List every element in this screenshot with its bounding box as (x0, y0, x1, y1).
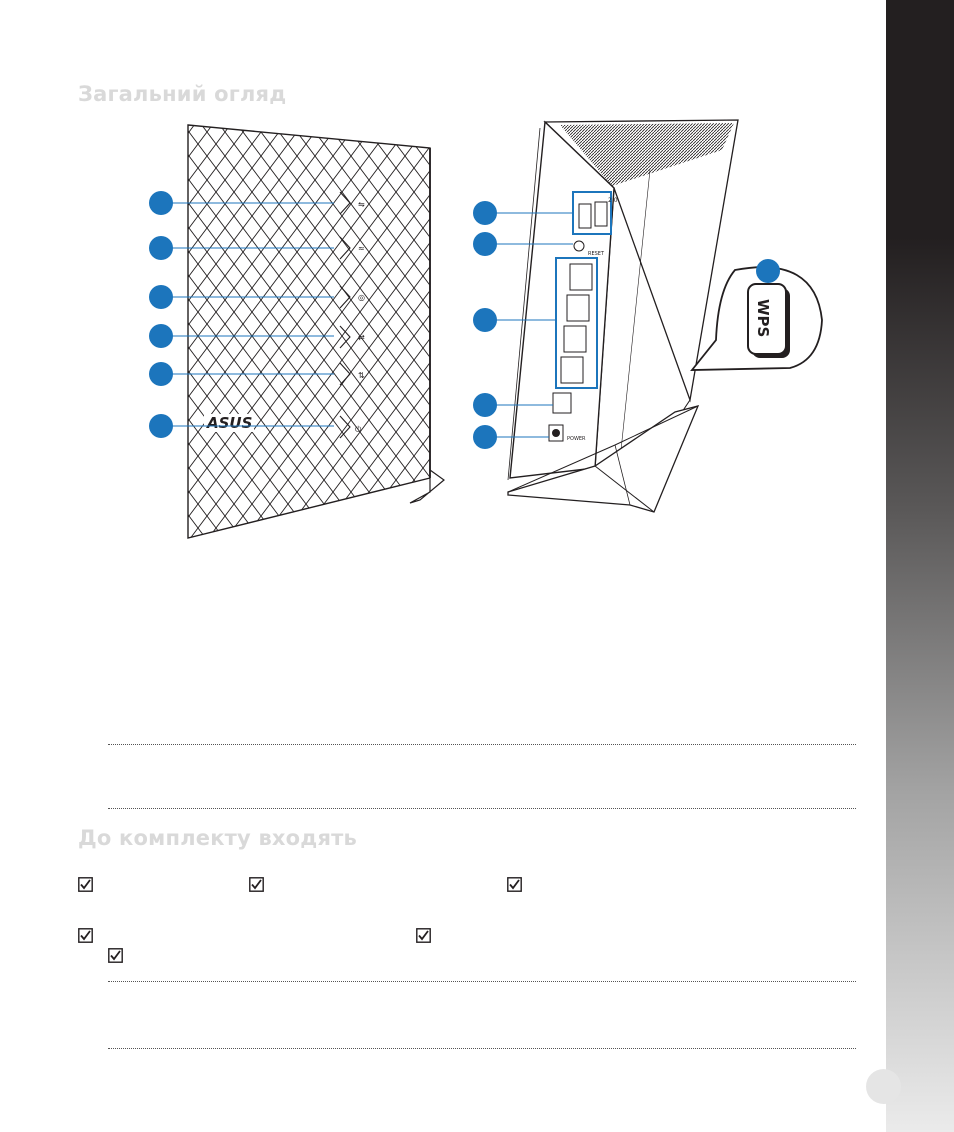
wps-button-zoom (692, 267, 822, 370)
asus-logo: ASUS (207, 414, 253, 432)
callout-marker (473, 201, 497, 225)
note-divider-top (108, 744, 856, 745)
checkbox-checked-icon (249, 877, 264, 892)
callout-marker (473, 232, 497, 256)
note2-divider-top (108, 981, 856, 982)
router-front-view (188, 125, 444, 538)
wan-led-icon: ◎ (358, 293, 365, 302)
router-back-view (508, 120, 738, 512)
page-number-circle (866, 1069, 901, 1104)
power-led-icon: ⏻ (355, 425, 362, 434)
checkbox-checked-icon (108, 948, 123, 963)
callout-marker (149, 236, 173, 260)
lan-led-icon: ⇄ (358, 333, 365, 342)
wifi-24g-led-icon: ⇅ (358, 371, 365, 380)
note2-divider-bottom (108, 1048, 856, 1049)
callout-marker (756, 259, 780, 283)
checkbox-checked-icon (507, 877, 522, 892)
overview-heading: Загальний огляд (78, 82, 287, 106)
checkbox-checked-icon (416, 928, 431, 943)
wifi-5g-led-icon: ≈ (358, 244, 365, 253)
callout-marker (149, 324, 173, 348)
callout-marker (473, 425, 497, 449)
callout-marker (149, 191, 173, 215)
reset-label: RESET (588, 251, 605, 257)
callout-marker (149, 414, 173, 438)
power-jack-label: POWER (567, 436, 586, 442)
checkbox-checked-icon (78, 928, 93, 943)
package-contents-heading: До комплекту входять (78, 826, 357, 850)
usb-led-icon: ⇋ (358, 200, 365, 209)
checkbox-checked-icon (78, 877, 93, 892)
callout-marker (473, 393, 497, 417)
router-illustration (0, 0, 954, 560)
callout-marker (149, 362, 173, 386)
note-divider-bottom (108, 808, 856, 809)
callout-marker (149, 285, 173, 309)
usb-port-label: 2.0 (608, 197, 618, 204)
wps-label: WPS (754, 299, 772, 338)
callout-marker (473, 308, 497, 332)
